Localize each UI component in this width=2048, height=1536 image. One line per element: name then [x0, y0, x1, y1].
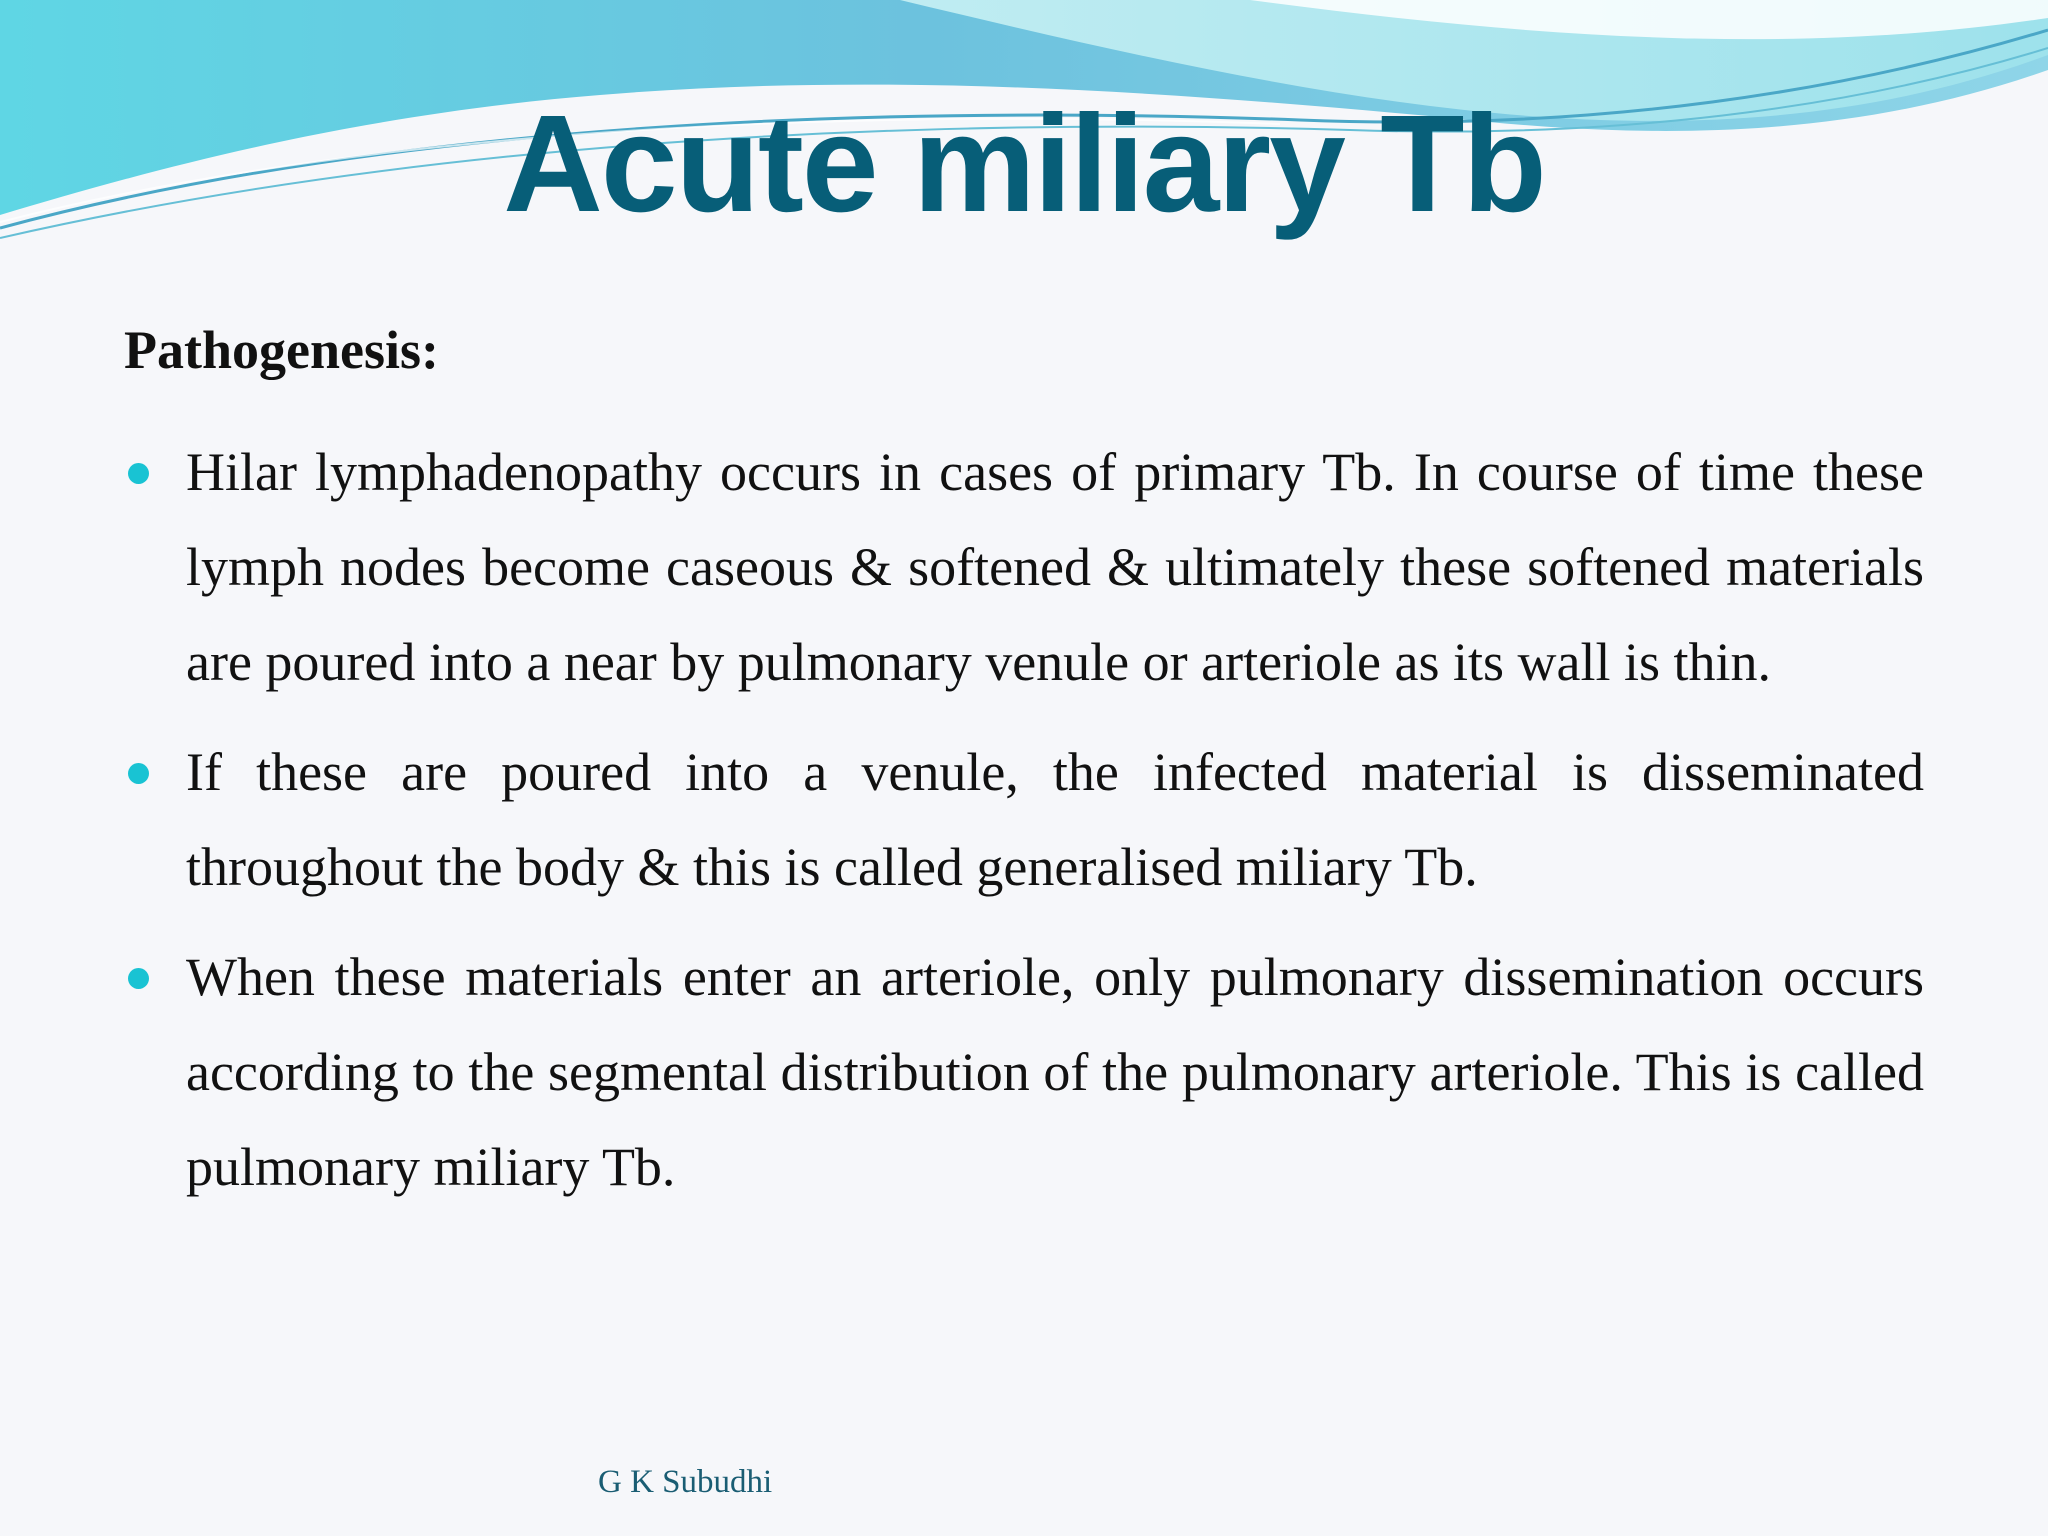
- bullet-item: [124, 725, 1924, 915]
- bullet-text: When these materials enter an arteriole, only pulmonary dissemination occurs according to the segmental distribution of the pulmonary arteriole. This is called pulmonary miliary Tb.: [186, 947, 1924, 1197]
- bullet-item: [124, 930, 1924, 1215]
- footer-author: G K Subudhi: [598, 1464, 773, 1500]
- section-heading: Pathogenesis:: [124, 320, 439, 380]
- bullet-dot-icon: [128, 763, 149, 784]
- bullet-dot-icon: [128, 968, 149, 989]
- bullet-item: [124, 425, 1924, 710]
- bullet-text: Hilar lymphadenopathy occurs in cases of primary Tb. In course of time these lymph nodes become caseous & softened & ultimately these softened materials are poured into a near by pulmonary venule or arteriole as its wall is thin.: [186, 442, 1924, 692]
- bullet-text: If these are poured into a venule, the infected material is disseminated throughout the body & this is called generalised miliary Tb.: [186, 742, 1924, 897]
- bullet-list: [124, 425, 1924, 1230]
- slide-title: Acute miliary Tb: [503, 87, 1545, 241]
- bullet-dot-icon: [128, 463, 149, 484]
